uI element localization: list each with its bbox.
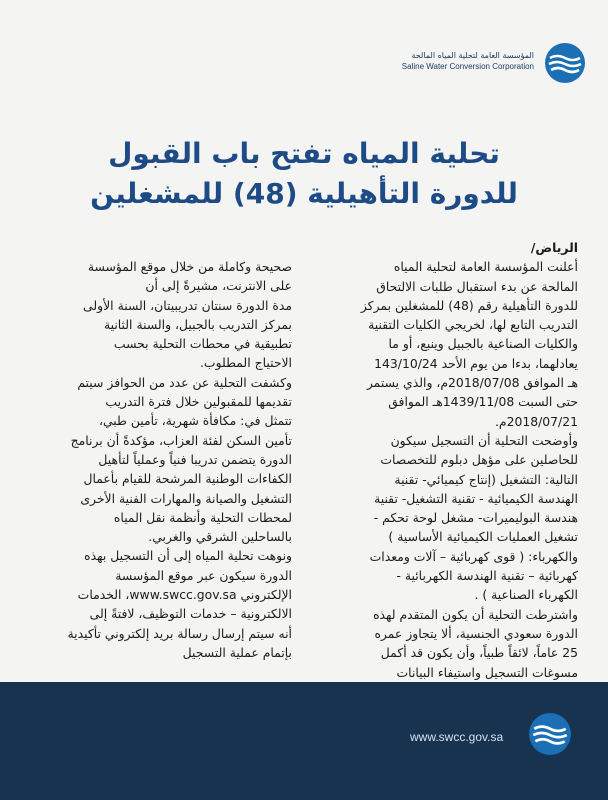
- body-text-line: الاحتياج المطلوب.: [199, 355, 292, 371]
- body-text-line: الكهرباء الصناعية ) .: [474, 587, 578, 603]
- body-text-line: الهندسة الكيميائية - تقنية التشغيل- تقنية: [374, 490, 578, 506]
- footer: [0, 682, 608, 800]
- headline-line-1: تحلية المياه تفتح باب القبول: [108, 137, 500, 170]
- headline: [40, 134, 568, 214]
- article-column-right: [316, 238, 578, 682]
- body-text-line: وكشفت التحلية عن عدد من الحوافز سيتم: [77, 374, 292, 390]
- body-text-line: الدورة سعودي الجنسية، ألا يتجاوز عمره: [374, 625, 578, 641]
- body-text-line: التدريب التابع لها، لخريجي الكليات التقنية: [368, 317, 578, 333]
- footer-url[interactable]: www.swcc.gov.sa: [410, 730, 504, 744]
- body-text-line: أنه سيتم إرسال رسالة بريد إلكتروني تأكيدية: [67, 625, 292, 641]
- body-text-line: هـ الموافق 2018/07/08م، والذي يستمر: [366, 375, 578, 391]
- body-text-line: للحاصلين على مؤهل دبلوم للتخصصات: [380, 452, 578, 468]
- body-text-line: مسوغات التسجيل واستيفاء البيانات: [396, 664, 578, 680]
- body-text-line: الدورة يتضمن تدريبا فنياً وعملياً لتأهيل: [98, 451, 292, 467]
- body-text-line: بمركز التدريب بالجبيل، والسنة الثانية: [103, 316, 292, 332]
- body-text-line: الالكترونية – خدمات التوظيف، لافتةً إلى: [89, 606, 292, 622]
- body-text-line: والكهرباء: ( قوى كهربائية – آلات ومعدات: [369, 548, 578, 564]
- body-text-line: تشغيل العمليات الكيميائية الأساسية ): [388, 529, 578, 545]
- body-text-line: تطبيقية في محطات التحلية بحسب: [113, 336, 292, 352]
- body-text-line: على الانترنت، مشيرةً إلى أن: [145, 278, 292, 294]
- org-name: [402, 50, 534, 72]
- body-text-line: وأوضحت التحلية أن التسجيل سيكون: [390, 432, 578, 448]
- body-text-line: هندسة البوليميرات- مشغل لوحة تحكم -: [373, 510, 578, 526]
- body-text-line: الدورة سيكون عبر موقع المؤسسة: [115, 567, 292, 583]
- body-text-line: والكليات الصناعية بالجبيل وينبع، أو ما: [388, 336, 578, 352]
- body-text-line: صحيحة وكاملة من خلال موقع المؤسسة: [87, 259, 292, 274]
- body-text-line: مدة الدورة سنتان تدريبيتان، السنة الأولى: [83, 297, 292, 313]
- body-text-line: لمحطات التحلية وأنظمة نقل المياه: [113, 509, 292, 525]
- body-text-line: 2018/07/21م.: [494, 413, 578, 429]
- body-text-line: ونوهت تحلية المياه إلى أن التسجيل بهذه: [84, 548, 292, 564]
- body-text-line: تقديمها للمقبولين خلال فترة التدريب: [105, 394, 292, 410]
- body-text-line: المالحة عن بدء استقبال طلبات الالتحاق: [376, 278, 578, 294]
- body-text-line: بالساحلين الشرقي والغربي.: [148, 529, 292, 545]
- body-text-line: للدورة التأهيلية رقم (48) للمشغلين بمركز: [360, 297, 578, 313]
- body-text-line: 25 عاماً، لائقاً طبياً، وأن يكون قد أكمل: [380, 645, 578, 661]
- body-text-line: حتى السبت 1439/11/08هـ الموافق: [388, 394, 578, 410]
- header: [326, 40, 586, 90]
- org-name-en: Saline Water Conversion Corporation: [401, 62, 534, 71]
- org-name-ar: المؤسسة العامة لتحلية المياه المالحة: [411, 51, 534, 60]
- body-text-line: التشغيل والصيانة والمهارات الفنية الأخرى: [80, 490, 292, 506]
- body-text-line: أعلنت المؤسسة العامة لتحلية المياه: [393, 259, 578, 275]
- body-text-line: الإلكتروني www.swcc.gov.sa، الخدمات: [77, 587, 292, 603]
- body-text-line: تأمين السكن لفئة العزاب، مؤكدةً أن برنامج: [70, 432, 292, 448]
- body-text-line: كهربائية – تقنية الهندسة الكهربائية -: [396, 568, 578, 584]
- dateline: الرياض/: [530, 240, 578, 255]
- article-column-left: [30, 257, 292, 662]
- body-text-line: الكفاءات الوطنية المرشحة للقيام بأعمال: [83, 471, 292, 487]
- body-text-line: يعادلهما، بدءا من يوم الأحد 143/10/24: [374, 355, 578, 371]
- body-text-line: واشترطت التحلية أن يكون المتقدم لهذه: [373, 606, 578, 622]
- body-text-line: بإتمام عملية التسجيل: [182, 644, 292, 660]
- body-text-line: التالية: التشغيل (إنتاج كيميائي- تقنية: [394, 471, 578, 487]
- headline-line-2: للدورة التأهيلية (48) للمشغلين: [90, 177, 518, 210]
- swcc-logo-icon: [528, 712, 572, 756]
- body-text-line: تتمثل في: مكافأة شهرية، تأمين طبي،: [98, 413, 292, 429]
- swcc-logo-icon: [544, 42, 586, 84]
